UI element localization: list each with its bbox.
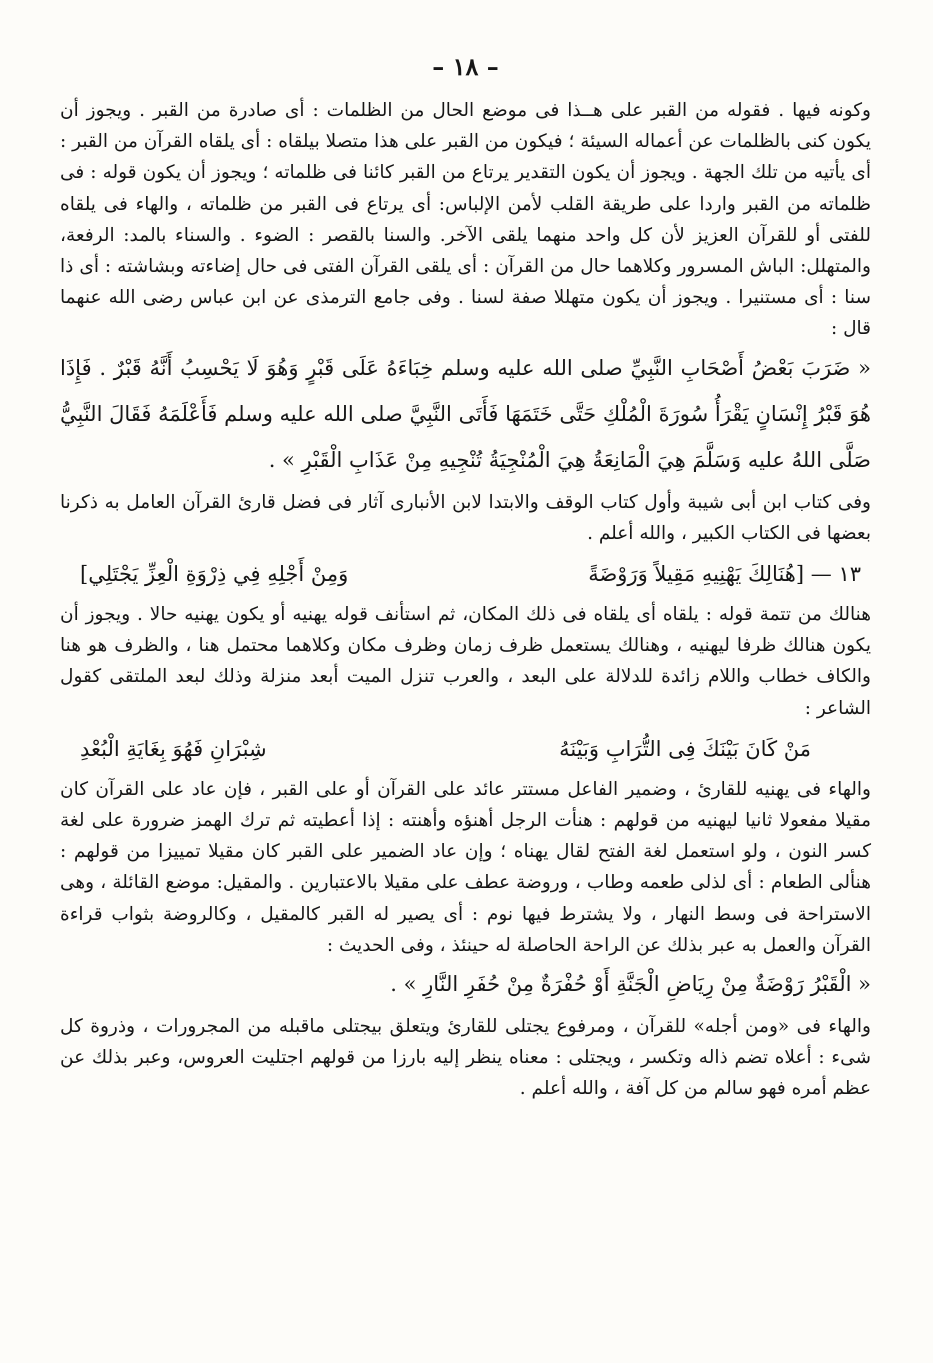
- commentary-paragraph-3: هنالك من تتمة قوله : يلقاه أى يلقاه فى ذلك المكان، ثم استأنف قوله يهنيه أو يكون يهنيه حالا . ويجوز أن يكون هنالك ظرفا ليهنيه ، وهنالك يستعمل ظرف زمان وظرف مكان وكلاهما محتمل هنا ، والظرف هو هنا والكاف خطاب واللام زائدة للدلالة على البعد ، والعرب تنزل الميت أبعد منزلة وذلك لبعد الملتقى كقول الشاعر :: [60, 604, 871, 719]
- hadith-quote-1: « ضَرَبَ بَعْضُ أَصْحَابِ النَّبِيِّ صلى الله عليه وسلم خِبَاءَهُ عَلَى قَبْرٍ وَهُوَ لَا يَحْسِبُ أَنَّهُ قَبْرٌ . فَإِذَا هُوَ قَبْرُ إِنْسَانٍ يَقْرَأُ سُورَةَ الْمُلْكِ حَتَّى خَتَمَهَا فَأَتَى النَّبِيَّ صلى الله عليه وسلم فَأَعْلَمَهُ فَقَالَ النَّبِيُّ صَلَّى اللهُ عليه وَسَلَّمَ هِيَ الْمَانِعَةُ هِيَ الْمُنْجِيَةُ تُنْجِيهِ مِنْ عَذَابِ الْقَبْرِ » .: [60, 355, 871, 472]
- verse-number: ١٣ —: [810, 562, 861, 587]
- page-number: – ١٨ –: [432, 52, 499, 81]
- commentary-paragraph-5: والهاء فى «ومن أجله» للقرآن ، ومرفوع يجتلى للقارئ ويتعلق بيجتلى ماقبله من المجرورات ، وذروة كل شىء : أعلاه تضم ذاله وتكسر ، ويجتلى : معناه ينظر إليه بارزا من قولهم اجتليت العروس، وعبر بذلك عن عظم أمره فهو سالم من كل آفة ، والله أعلم .: [60, 1016, 871, 1100]
- hadith-quote-2: « الْقَبْرُ رَوْضَةٌ مِنْ رِيَاضِ الْجَنَّةِ أَوْ حُفْرَةٌ مِنْ حُفَرِ النَّارِ » .: [390, 972, 871, 997]
- poem-hemistich-first: مَنْ كَانَ بَيْنَكَ فِى التُّرَابِ وَبَيْنَهُ: [559, 736, 811, 761]
- commentary-paragraph-4: والهاء فى يهنيه للقارئ ، وضمير الفاعل مستتر عائد على القرآن أو على القبر ، فإن عاد على القرآن كان مقيلا مفعولا ثانيا ليهنيه من قولهم : هنأت الرجل أهنؤه وأهنته : إذا أعطيته ثم ترك الهمز ضرورة على لغة كسر النون ، ولو استعمل لغة الفتح لقال يهناه ؛ وإن عاد الضمير على القبر كان مقيلا تمييزا من قولهم : هنألى الطعام : أى لذلى طعمه وطاب ، وروضة عطف على مقيلا بالاعتبارين . والمقيل: موضع القائلة ، وهى الاستراحة فى وسط النهار ، ولا يشترط فيها نوم : أى يصير له القبر كالمقيل ، وكالروضة بثواب قراءة القرآن والعمل به عبر بذلك عن الراحة الحاصلة له حينئذ ، وفى الحديث :: [60, 778, 871, 956]
- verse-13: [80, 551, 861, 597]
- verse-hemistich-first: [هُنَالِكَ يَهْنِيهِ مَقِيلاً وَرَوْضَةً: [588, 562, 805, 587]
- poem-hemistich-second: شِبْرَانِ فَهُوَ بِغَايَةِ الْبُعْدِ: [80, 736, 267, 761]
- commentary-paragraph-1: وكونه فيها . فقوله من القبر على هــذا فى موضع الحال من الظلمات : أى صادرة من القبر . ويجوز أن يكون كنى بالظلمات عن أعماله السيئة ؛ فيكون من القبر على هذا متصلا بيلقاه : أى يلقاه القرآن من القبر : أى يأتيه من تلك الجهة . ويجوز أن يكون التقدير يرتاع من القبر كائنا فى ظلماته ؛ ويجوز أن يكون قوله : فى ظلماته من القبر واردا على طريقة القلب لأمن الإلباس: أى يرتاع فى القبر من ظلماته ، والهاء فى يلقاه للفتى أو للقرآن العزيز لأن كل واحد منهما يلقى الآخر. والسنا بالقصر : الضوء . والسناء بالمد: الرفعة، والمتهلل: الباش المسرور وكلاهما حال من القرآن : أى يلقى القرآن الفتى فى حال إضاءته وبشاشته : أى ذا سنا : أى مستنيرا . ويجوز أن يكون متهللا صفة لسنا . وفى جامع الترمذى عن ابن عباس رضى الله عنهما قال :: [60, 100, 871, 340]
- poetry-line: [80, 726, 811, 772]
- verse-hemistich-second: وَمِنْ أَجْلِهِ فِي ذِرْوَةِ الْعِزِّ يَجْتَلِي]: [80, 562, 349, 587]
- commentary-paragraph-2: وفى كتاب ابن أبى شيبة وأول كتاب الوقف والابتدا لابن الأنبارى آثار فى فضل قارئ القرآن العامل به ذكرنا بعضها فى الكتاب الكبير ، والله أعلم .: [60, 491, 871, 544]
